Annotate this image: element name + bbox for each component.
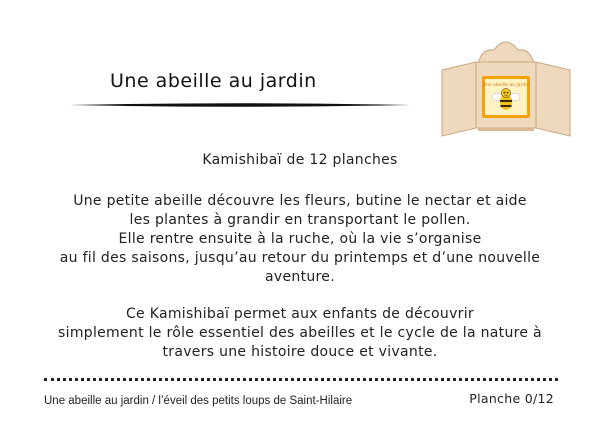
- kamishibai-theater-icon: [438, 40, 574, 140]
- paragraph-line: Une petite abeille découvre les fleurs, butine le nectar et aide: [73, 193, 527, 209]
- paragraph-line: travers une histoire douce et vivante.: [162, 344, 438, 360]
- subtitle: Kamishibaï de 12 planches: [202, 152, 398, 168]
- page-number: Planche 0/12: [469, 391, 554, 406]
- title-underline: [70, 101, 410, 109]
- paragraph-line: les plantes à grandir en transportant le pollen.: [129, 212, 471, 228]
- page-title: Une abeille au jardin: [110, 70, 317, 92]
- footer-credit: Une abeille au jardin / l’éveil des petits loups de Saint-Hilaire: [44, 395, 353, 407]
- paragraph-line: simplement le rôle essentiel des abeilles et le cycle de la nature à: [58, 325, 542, 341]
- description-paragraph-1: [20, 192, 580, 287]
- paragraph-line: aventure.: [265, 269, 335, 285]
- paragraph-line: Elle rentre ensuite à la ruche, où la vie s’organise: [118, 231, 482, 247]
- card-title: Une abeille au jardin: [482, 83, 530, 88]
- footer-divider: [44, 378, 558, 381]
- paragraph-line: au fil des saisons, jusqu’au retour du printemps et d’une nouvelle: [59, 250, 541, 266]
- paragraph-line: Ce Kamishibaï permet aux enfants de découvrir: [125, 306, 474, 322]
- description-paragraph-2: [20, 305, 580, 362]
